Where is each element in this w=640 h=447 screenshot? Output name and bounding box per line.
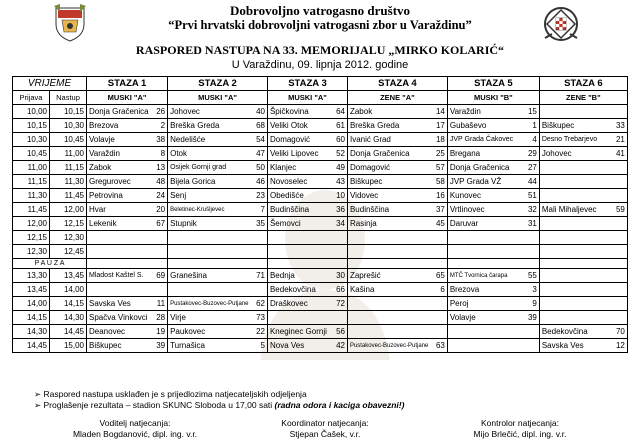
nastup-time: 11,45 [50, 189, 87, 203]
team-name: Peroj [447, 297, 522, 311]
team-number: 47 [250, 147, 267, 161]
team-number: 24 [151, 189, 168, 203]
team-name: Varaždin [87, 147, 151, 161]
team-number: 41 [610, 147, 627, 161]
signature-name: Mijo Brlečić, dipl. ing. v.r. [473, 429, 567, 439]
table-row [13, 283, 628, 297]
team-number: 6 [430, 283, 447, 297]
team-number [522, 231, 539, 245]
prijava-time: 14,45 [13, 339, 50, 353]
team-number: 54 [250, 133, 267, 147]
team-number: 9 [522, 297, 539, 311]
team-number: 26 [151, 105, 168, 119]
team-name [168, 245, 251, 259]
team-number [522, 325, 539, 339]
prijava-time: 10,00 [13, 105, 50, 119]
table-row [13, 339, 628, 353]
team-name [539, 269, 610, 283]
prijava-time: 10,30 [13, 133, 50, 147]
prijava-time: 10,15 [13, 119, 50, 133]
team-number [610, 105, 627, 119]
team-number [430, 245, 447, 259]
team-number: 67 [151, 217, 168, 231]
team-number: 48 [151, 175, 168, 189]
team-name: Lekenik [87, 217, 151, 231]
stage-2-header: STAZA 2 [168, 77, 268, 91]
stage-5-category: MUSKI "B" [447, 91, 539, 105]
team-number: 72 [330, 297, 347, 311]
team-name [539, 105, 610, 119]
team-name: Mali Mihaljevec [539, 203, 610, 217]
table-row [13, 189, 628, 203]
team-number: 3 [522, 283, 539, 297]
team-name: Obedišće [267, 189, 330, 203]
team-name [539, 231, 610, 245]
team-name [347, 325, 430, 339]
team-name: Zabok [347, 105, 430, 119]
time-header: VRIJEME [13, 77, 87, 91]
team-number [430, 297, 447, 311]
team-number [430, 325, 447, 339]
stage-5-header: STAZA 5 [447, 77, 539, 91]
table-row [13, 161, 628, 175]
signature-role: Kontrolor natjecanja: [481, 418, 559, 428]
team-number: 39 [522, 311, 539, 325]
team-name: Gregurovec [87, 175, 151, 189]
team-number: 34 [330, 217, 347, 231]
team-number: 18 [430, 133, 447, 147]
team-number: 39 [151, 339, 168, 353]
team-number: 62 [250, 297, 267, 311]
prijava-time: 10,45 [13, 147, 50, 161]
team-number [250, 245, 267, 259]
note-item: ➢ Raspored nastupa usklađen je s prijedlozima natjecateljskih odjeljenja [34, 389, 404, 400]
org-full-name: “Prvi hrvatski dobrovoljni vatrogasni zbor u Varaždinu” [168, 18, 472, 32]
page-title: RASPORED NASTUPA NA 33. MEMORIJALU „MIRKO KOLARIĆ“ [135, 43, 505, 57]
team-number: 55 [522, 269, 539, 283]
team-name: Desno Trebarjevo [539, 133, 610, 147]
team-name [87, 283, 151, 297]
team-name: Špičkovina [267, 105, 330, 119]
team-number: 58 [430, 175, 447, 189]
team-name: Bedekovčina [539, 325, 610, 339]
team-name: Daruvar [447, 217, 522, 231]
team-name: Deanovec [87, 325, 151, 339]
team-name [539, 161, 610, 175]
team-number [610, 245, 627, 259]
team-number: 2 [151, 119, 168, 133]
stage-4-category: ZENE "A" [347, 91, 447, 105]
team-number: 21 [610, 133, 627, 147]
prijava-time: 11,15 [13, 175, 50, 189]
team-number: 19 [151, 325, 168, 339]
pause-cell [267, 259, 347, 269]
team-number: 8 [151, 147, 168, 161]
team-number: 40 [250, 105, 267, 119]
team-name: Budinščina [347, 203, 430, 217]
table-row [13, 269, 628, 283]
nastup-time: 14,45 [50, 325, 87, 339]
team-name: Vrtlinovec [447, 203, 522, 217]
team-name [267, 231, 330, 245]
nastup-time: 11,00 [50, 147, 87, 161]
team-name: Turnašica [168, 339, 251, 353]
team-name: JVP Grada VŽ [447, 175, 522, 189]
team-name: Granešina [168, 269, 251, 283]
table-row [13, 311, 628, 325]
team-number: 68 [250, 119, 267, 133]
team-number: 69 [151, 269, 168, 283]
team-number [330, 231, 347, 245]
team-name: Senj [168, 189, 251, 203]
team-name: Otok [168, 147, 251, 161]
team-number: 63 [430, 339, 447, 353]
table-row [13, 231, 628, 245]
team-number: 14 [430, 105, 447, 119]
team-name: Bregana [447, 147, 522, 161]
team-name: Vidovec [347, 189, 430, 203]
team-name: Johovec [168, 105, 251, 119]
team-name: Beletinec-Krušljevec [168, 203, 251, 217]
team-name [539, 175, 610, 189]
team-number: 36 [330, 203, 347, 217]
team-number [522, 339, 539, 353]
table-row [13, 203, 628, 217]
team-name: Biškupec [347, 175, 430, 189]
team-name [347, 311, 430, 325]
team-name: Hvar [87, 203, 151, 217]
team-name: Bednja [267, 269, 330, 283]
nastup-time: 14,00 [50, 283, 87, 297]
team-number: 4 [522, 133, 539, 147]
schedule-body [13, 105, 628, 353]
team-name: Bedekovčina [267, 283, 330, 297]
team-name [347, 297, 430, 311]
team-number: 10 [330, 189, 347, 203]
table-row [13, 325, 628, 339]
table-row [13, 133, 628, 147]
team-number [610, 189, 627, 203]
signature-name: Stjepan Čašek, v.r. [289, 429, 361, 439]
note-item: ➢ Proglašenje rezultata – stadion SKUNC Sloboda u 17,00 sati (radna odora i kaciga obavezni!) [34, 400, 404, 411]
prijava-time: 13,30 [13, 269, 50, 283]
notes [34, 389, 404, 411]
team-name [447, 245, 522, 259]
team-name: Domagović [267, 133, 330, 147]
table-row [13, 105, 628, 119]
team-name: Petrovina [87, 189, 151, 203]
team-number: 50 [250, 161, 267, 175]
team-number: 57 [430, 161, 447, 175]
signature-controller [440, 418, 600, 440]
team-number: 33 [610, 119, 627, 133]
prijava-time: 11,45 [13, 203, 50, 217]
pause-cell [347, 259, 447, 269]
team-name: Pustakovec-Buzovec-Putjane [347, 339, 430, 353]
team-name: Savska Ves [87, 297, 151, 311]
team-number: 11 [151, 297, 168, 311]
team-number: 15 [522, 105, 539, 119]
team-number: 30 [330, 269, 347, 283]
team-number [151, 245, 168, 259]
team-number: 32 [522, 203, 539, 217]
stage-1-header: STAZA 1 [87, 77, 168, 91]
team-name: Nedelišće [168, 133, 251, 147]
team-name: Kašina [347, 283, 430, 297]
team-number: 23 [250, 189, 267, 203]
pause-cell [447, 259, 539, 269]
team-number [610, 297, 627, 311]
team-number: 28 [151, 311, 168, 325]
team-number: 38 [151, 133, 168, 147]
team-name [447, 231, 522, 245]
team-number: 61 [330, 119, 347, 133]
table-row [13, 245, 628, 259]
team-number: 42 [330, 339, 347, 353]
prijava-time: 12,30 [13, 245, 50, 259]
team-name [539, 217, 610, 231]
team-name: Zabok [87, 161, 151, 175]
team-number [610, 269, 627, 283]
team-name: Zaprešić [347, 269, 430, 283]
team-number: 46 [250, 175, 267, 189]
team-number: 71 [250, 269, 267, 283]
team-name [267, 311, 330, 325]
team-number [330, 311, 347, 325]
team-name: Mladost Kaštel S. [87, 269, 151, 283]
team-name: Šemovci [267, 217, 330, 231]
team-name: Paukovec [168, 325, 251, 339]
prijava-time: 11,00 [13, 161, 50, 175]
team-name: Bijela Gorica [168, 175, 251, 189]
team-name: Ivanić Grad [347, 133, 430, 147]
team-name: Varaždin [447, 105, 522, 119]
prijava-header: Prijava [13, 91, 50, 105]
team-number: 52 [330, 147, 347, 161]
team-name: Biškupec [87, 339, 151, 353]
team-name: Domagović [347, 161, 430, 175]
prijava-time: 14,15 [13, 311, 50, 325]
team-number: 73 [250, 311, 267, 325]
team-number: 16 [430, 189, 447, 203]
team-name [87, 231, 151, 245]
signature-coordinator [250, 418, 400, 440]
team-number: 49 [330, 161, 347, 175]
team-name: Virje [168, 311, 251, 325]
team-name: Volavje [447, 311, 522, 325]
team-number: 45 [430, 217, 447, 231]
schedule-table [12, 76, 628, 353]
team-name: Volavje [87, 133, 151, 147]
stage-6-category: ZENE "B" [539, 91, 627, 105]
team-name [447, 325, 522, 339]
table-row [13, 147, 628, 161]
team-name: Biškupec [539, 119, 610, 133]
table-row [13, 217, 628, 231]
team-number: 5 [250, 339, 267, 353]
place-date: U Varaždinu, 09. lipnja 2012. godine [231, 59, 409, 71]
team-number: 20 [151, 203, 168, 217]
prijava-time: 12,15 [13, 231, 50, 245]
nastup-time: 12,15 [50, 217, 87, 231]
stage-1-category: MUSKI "A" [87, 91, 168, 105]
stage-3-category: MUSKI "A" [267, 91, 347, 105]
team-number: 44 [522, 175, 539, 189]
team-number: 31 [522, 217, 539, 231]
team-number: 25 [430, 147, 447, 161]
team-name: Veliki Otok [267, 119, 330, 133]
team-number: 70 [610, 325, 627, 339]
team-number [250, 283, 267, 297]
nastup-time: 11,15 [50, 161, 87, 175]
nastup-time: 10,30 [50, 119, 87, 133]
team-number [522, 245, 539, 259]
prijava-time: 12,00 [13, 217, 50, 231]
team-number [151, 231, 168, 245]
team-number: 7 [250, 203, 267, 217]
signature-leader [60, 418, 210, 440]
prijava-time: 11,30 [13, 189, 50, 203]
team-name: Veliki Lipovec [267, 147, 330, 161]
team-number [610, 311, 627, 325]
org-name: Dobrovoljno vatrogasno društvo [229, 3, 411, 18]
team-name: Kneginec Gornji [267, 325, 330, 339]
signature-role: Voditelj natjecanja: [99, 418, 171, 428]
team-name [539, 283, 610, 297]
pause-cell [168, 259, 268, 269]
nastup-time: 12,00 [50, 203, 87, 217]
team-number [151, 283, 168, 297]
nastup-time: 15,00 [50, 339, 87, 353]
pause-cell [539, 259, 627, 269]
nastup-header: Nastup [50, 91, 87, 105]
stage-4-header: STAZA 4 [347, 77, 447, 91]
team-number [610, 175, 627, 189]
team-number: 12 [610, 339, 627, 353]
team-name: Breška Greda [168, 119, 251, 133]
team-number: 27 [522, 161, 539, 175]
team-number [330, 245, 347, 259]
team-name [347, 231, 430, 245]
team-number [610, 283, 627, 297]
team-name: Kunovec [447, 189, 522, 203]
team-name: Brezova [447, 283, 522, 297]
stage-6-header: STAZA 6 [539, 77, 627, 91]
prijava-time: 13,45 [13, 283, 50, 297]
nastup-time: 10,15 [50, 105, 87, 119]
team-name [447, 339, 522, 353]
signature-role: Koordinator natjecanja: [281, 418, 369, 428]
nastup-time: 11,30 [50, 175, 87, 189]
team-number: 17 [430, 119, 447, 133]
team-name: Stupnik [168, 217, 251, 231]
team-number: 43 [330, 175, 347, 189]
team-name: Brezova [87, 119, 151, 133]
nastup-time: 12,30 [50, 231, 87, 245]
team-name [168, 283, 251, 297]
team-number: 22 [250, 325, 267, 339]
team-number: 60 [330, 133, 347, 147]
stage-2-category: MUSKI "A" [168, 91, 268, 105]
prijava-time: 14,30 [13, 325, 50, 339]
team-number [430, 311, 447, 325]
team-number: 29 [522, 147, 539, 161]
team-name: Novoselec [267, 175, 330, 189]
team-name [539, 245, 610, 259]
team-name: Gubaševo [447, 119, 522, 133]
team-number: 35 [250, 217, 267, 231]
team-name: Klanjec [267, 161, 330, 175]
team-name [267, 245, 330, 259]
prijava-time: 14,00 [13, 297, 50, 311]
signature-name: Mladen Bogdanović, dipl. ing. v.r. [72, 429, 198, 439]
nastup-time: 13,45 [50, 269, 87, 283]
team-name: Breška Greda [347, 119, 430, 133]
team-number: 65 [430, 269, 447, 283]
table-row [13, 175, 628, 189]
team-name: Budinščina [267, 203, 330, 217]
nastup-time: 12,45 [50, 245, 87, 259]
nastup-time: 10,45 [50, 133, 87, 147]
team-number: 66 [330, 283, 347, 297]
team-number [250, 231, 267, 245]
stage-header-row [13, 77, 628, 91]
team-number: 59 [610, 203, 627, 217]
team-name: Nova Ves [267, 339, 330, 353]
team-name: Savska Ves [539, 339, 610, 353]
team-number: 13 [151, 161, 168, 175]
team-number: 56 [330, 325, 347, 339]
team-name [168, 231, 251, 245]
team-name: MTČ Tvornica čarapa [447, 269, 522, 283]
team-name [539, 189, 610, 203]
pause-row [13, 259, 628, 269]
table-row [13, 119, 628, 133]
team-number [430, 231, 447, 245]
team-name [347, 245, 430, 259]
team-name [539, 297, 610, 311]
team-name: Donja Gračenica [347, 147, 430, 161]
team-number [610, 231, 627, 245]
team-number [610, 161, 627, 175]
team-number [610, 217, 627, 231]
team-number: 1 [522, 119, 539, 133]
pause-cell [87, 259, 168, 269]
category-header-row [13, 91, 628, 105]
team-name [539, 311, 610, 325]
team-name: Donja Gračenica [87, 105, 151, 119]
nastup-time: 14,30 [50, 311, 87, 325]
team-name: Draškovec [267, 297, 330, 311]
team-number: 37 [430, 203, 447, 217]
team-name: Donja Gračenica [447, 161, 522, 175]
team-name: Spačva Vinkovci [87, 311, 151, 325]
team-number: 64 [330, 105, 347, 119]
team-name: JVP Grada Čakovec [447, 133, 522, 147]
team-name: Osijek Gornji grad [168, 161, 251, 175]
team-name: Pustakovec-Buzovec-Putjane [168, 297, 251, 311]
stage-3-header: STAZA 3 [267, 77, 347, 91]
table-row [13, 297, 628, 311]
team-number: 51 [522, 189, 539, 203]
pause-label: P A U Z A [13, 259, 87, 269]
team-name: Johovec [539, 147, 610, 161]
nastup-time: 14,15 [50, 297, 87, 311]
team-name: Rasinja [347, 217, 430, 231]
team-name [87, 245, 151, 259]
